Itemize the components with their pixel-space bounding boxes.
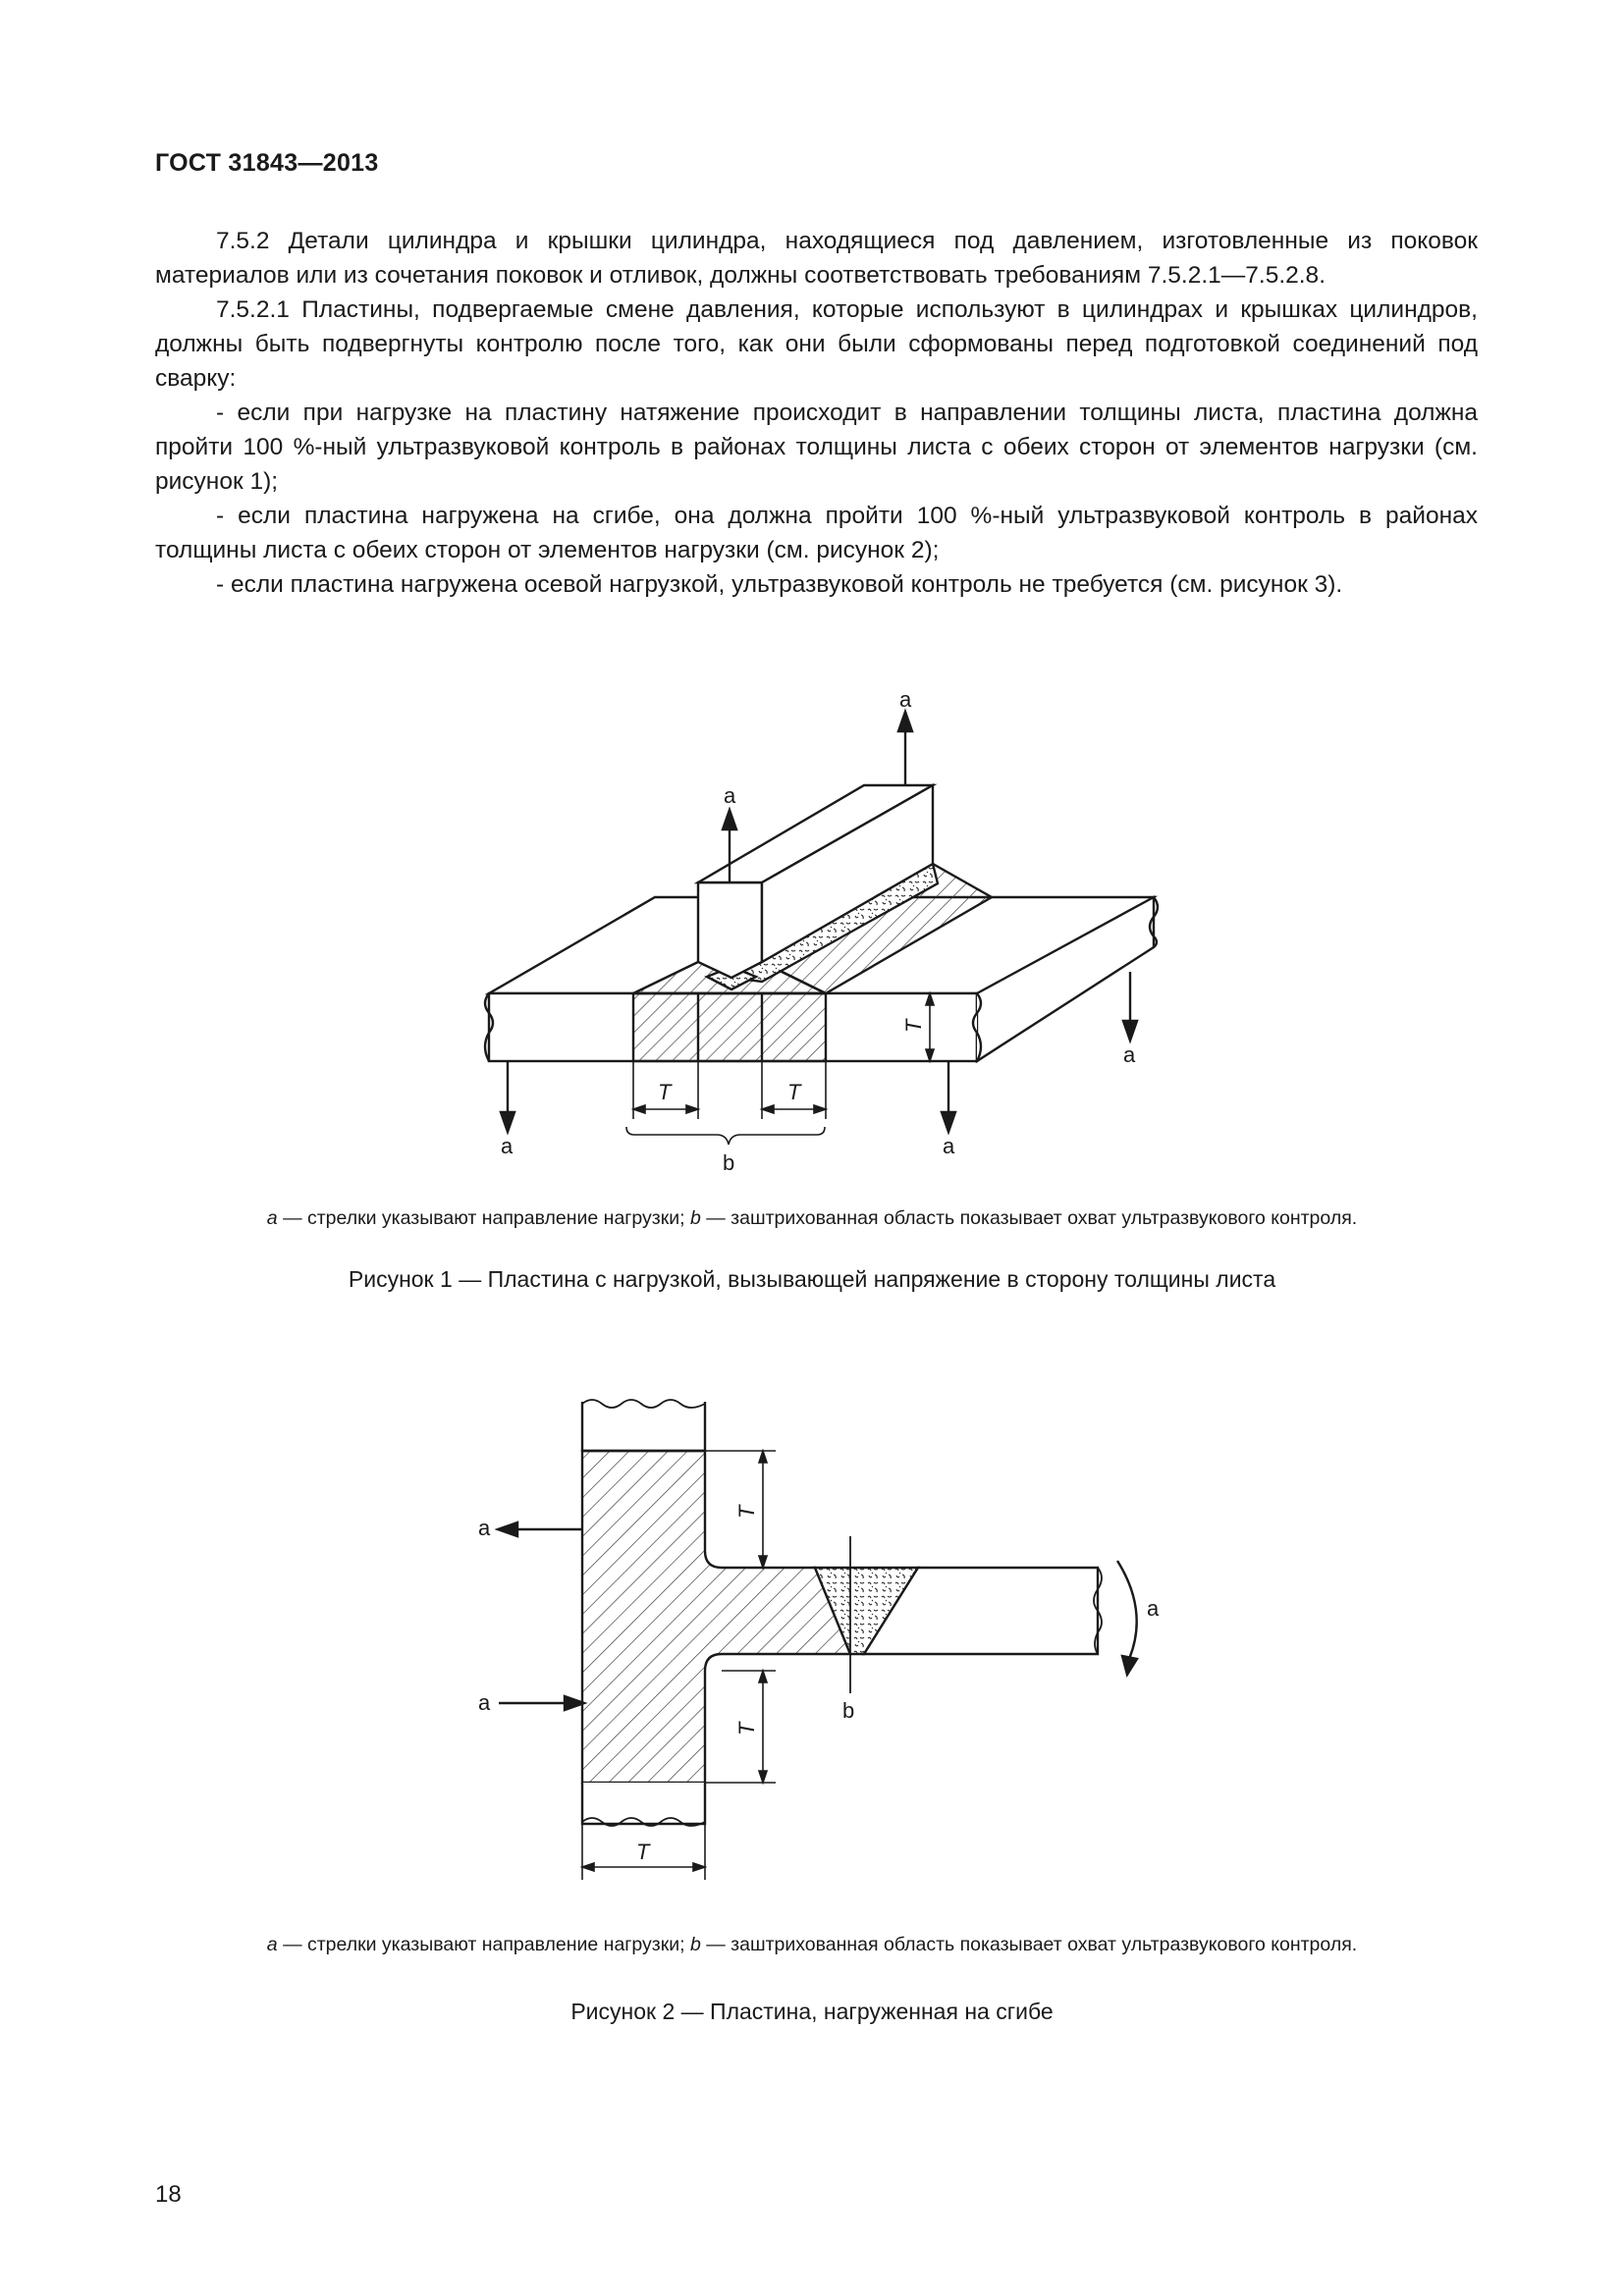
fig1-label-a-center: a [943, 1134, 955, 1158]
list-item-bend-load: - если пластина нагружена на сгибе, она должна пройти 100 %-ный ультразвуковой контроль в районах толщины листа с обеих сторон от элементов нагрузки (см. рисунок 2); [155, 503, 1478, 563]
paragraph-7-5-2-1: 7.5.2.1 Пластины, подвергаемые смене давления, которые используют в цилиндрах и крышках цилиндров, должны быть подвергнуты контролю после того, как они были сформованы перед подготовкой соединений под сварку: [155, 296, 1478, 392]
figure-1-caption: Рисунок 1 — Пластина с нагрузкой, вызывающей напряжение в сторону толщины листа [348, 1266, 1276, 1292]
fig2-label-t-upper: T [734, 1505, 759, 1519]
paragraph-7-5-2: 7.5.2 Детали цилиндра и крышки цилиндра, находящиеся под давлением, изготовленные из поковок материалов или из сочетания поковок и отливок, должны соответствовать требованиям 7.5.2.1—7.5.2.8. [155, 228, 1478, 289]
body-text [155, 224, 1478, 602]
fig2-label-t-bottom: T [636, 1840, 650, 1864]
figure-1-note [0, 1207, 1624, 1230]
fig2-label-b: b [842, 1698, 855, 1723]
fig2-label-a-upper: a [478, 1516, 491, 1540]
fig1-note-b: b [689, 1207, 701, 1229]
fig2-note-b: b [689, 1934, 701, 1955]
fig2-note-b-text: — заштрихованная область показывает охват ультразвукового контроля. [700, 1934, 1358, 1955]
fig1-label-a-left: a [501, 1134, 514, 1158]
fig2-label-a-right: a [1147, 1596, 1160, 1621]
fig1-label-t-right: T [787, 1080, 801, 1104]
fig2-label-t-lower: T [734, 1722, 759, 1735]
fig1-label-t-left: T [658, 1080, 672, 1104]
document-header: ГОСТ 31843—2013 [155, 149, 379, 177]
fig1-note-b-text: — заштрихованная область показывает охват ультразвукового контроля. [700, 1207, 1358, 1229]
fig1-label-a-right: a [1123, 1042, 1136, 1067]
figure-2-note [0, 1934, 1624, 1956]
fig1-label-b: b [723, 1150, 735, 1175]
fig2-label-a-lower: a [478, 1690, 491, 1715]
fig1-label-a-top: a [899, 687, 912, 712]
fig2-note-a: a [266, 1934, 278, 1955]
list-item-axial-load: - если пластина нагружена осевой нагрузкой, ультразвуковой контроль не требуется (см. рисунок 3). [216, 571, 1343, 598]
fig1-note-a: a [266, 1207, 278, 1229]
fig1-note-a-text: — стрелки указывают направление нагрузки; [277, 1207, 690, 1229]
fig2-note-a-text: — стрелки указывают направление нагрузки; [277, 1934, 690, 1955]
figure-2-diagram [0, 1394, 1624, 1904]
list-item-thickness-load: - если при нагрузке на пластину натяжение происходит в направлении толщины листа, пластина должна пройти 100 %-ный ультразвуковой контроль в районах толщины листа с обеих сторон от элементов нагрузки (см. рисунок 1); [155, 400, 1478, 495]
page-number: 18 [155, 2181, 182, 2208]
fig1-label-a-stiffener: a [724, 783, 736, 808]
figure-1-diagram [0, 677, 1624, 1198]
figure-2-caption: Рисунок 2 — Пластина, нагруженная на сгибе [570, 1999, 1054, 2024]
fig1-label-t-vertical: T [901, 1019, 926, 1033]
